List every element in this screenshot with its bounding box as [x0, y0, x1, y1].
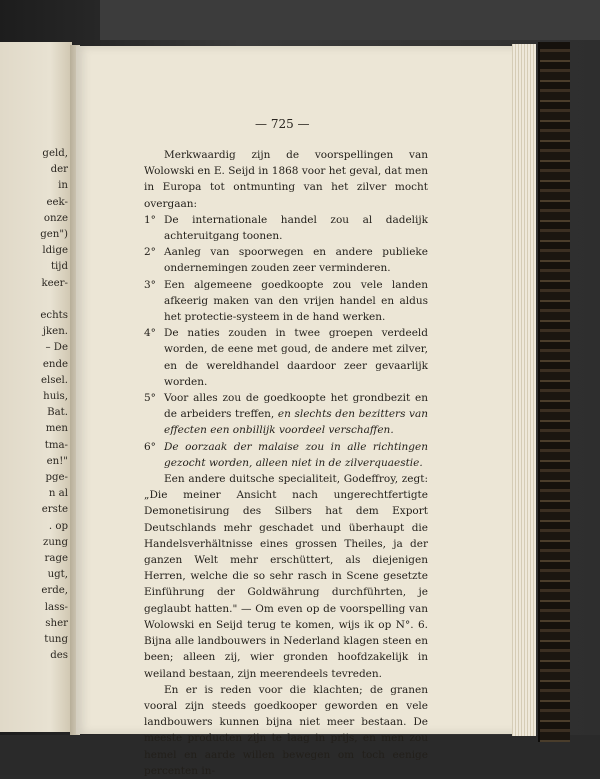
left-page-fragment: tung — [44, 634, 68, 646]
left-page-fragment: gen") — [40, 229, 68, 241]
left-page-fragment: erste — [41, 504, 68, 516]
left-page-fragment: huis, — [43, 391, 68, 403]
left-page-fragment: men — [45, 423, 68, 435]
left-page-fragment: in — [58, 180, 68, 192]
left-page-fragment: eek- — [46, 196, 68, 208]
left-page-fragment: rage — [44, 553, 68, 565]
list-item-text: De internationale handel zou al dadelijk achteruitgang toonen. — [164, 213, 428, 243]
list-item-number: 1° — [144, 213, 156, 226]
left-page-fragment: . op — [48, 520, 68, 532]
page-body-text — [144, 147, 428, 779]
list-item-text-roman: Voor alles zou de goedkoopte het grondbezit en de arbeiders treffen, — [164, 392, 428, 421]
left-page-fragment: pge- — [45, 472, 68, 484]
list-item-text: De naties zouden in twee groepen verdeeld worden, de eene met goud, de andere met zilver, en de wereldhandel daardoor zeer gevaarlijk worden. — [164, 327, 428, 388]
left-page-fragment: echts — [40, 310, 68, 322]
list-item — [144, 212, 428, 244]
page-edges — [512, 44, 536, 736]
left-page-fragment: tijd — [50, 261, 68, 273]
list-item-text: Een algemeene goedkoopte zou vele landen afkeerig maken van den vrijen handel en aldus het protectie-systeem in de hand werken. — [164, 278, 428, 324]
left-page-text-fragments — [40, 146, 68, 665]
list-item — [144, 439, 428, 471]
list-item-number: 4° — [144, 327, 156, 340]
left-page — [0, 42, 72, 732]
intro-paragraph: Merkwaardig zijn de voorspellingen van Wolowski en E. Seijd in 1868 voor het geval, dat men in Europa tot ontmunting van het zilver mocht overgaan: — [144, 149, 428, 210]
marbled-book-cover — [538, 42, 570, 742]
list-item-text-italic: De oorzaak der malaise zou in alle richtingen gezocht worden, alleen niet in de zilverquaestie. — [164, 440, 428, 469]
left-page-fragment: zung — [42, 536, 68, 548]
left-page-fragment: elsel. — [40, 374, 68, 386]
left-page-fragment: ende — [42, 358, 68, 370]
left-page-fragment: sher — [45, 617, 68, 629]
list-item — [144, 277, 428, 326]
list-item — [144, 244, 428, 276]
scanner-top-band — [100, 0, 600, 40]
left-page-fragment: jken. — [42, 326, 68, 338]
left-page-fragment: en!" — [46, 455, 68, 467]
closing-paragraph: En er is reden voor die klachten; de granen vooral zijn steeds goedkooper geworden en vele landbouwers kunnen bijna niet meer bestaan. De meeste producten zijn te laag in prijs, en men zou hemel en aarde willen bewegen om toch eenige percenten in- — [144, 683, 428, 777]
list-item — [144, 390, 428, 439]
left-page-fragment: keer- — [41, 277, 68, 289]
list-item — [144, 325, 428, 390]
left-page-fragment: onze — [43, 212, 68, 224]
list-item-number: 2° — [144, 246, 156, 259]
left-page-fragment: des — [50, 650, 68, 662]
list-item-number: 6° — [144, 440, 156, 453]
godeffroy-paragraph: Een andere duitsche specialiteit, Godeffroy, zegt: „Die meiner Ansicht nach ungerechtfertigte Demonetisirung des Silbers hat dem Export Deutschlands mehr geschadet und überhaupt die Handelsverhältnisse eines grossen Theiles, ja der ganzen Welt mehr erschüttert, als diejenigen Herren, welche die so sehr rasch in Scene gesetzte Einführung der Goldwährung durchführten, je geglaubt hatten." — Om even op de voorspelling van Wolowski en Seijd terug te komen, wijs ik op N°. 6. Bijna alle landbouwers in Nederland klagen steen en been; alleen zij, wier gronden hoofdzakelijk in weiland bestaan, zijn meerendeels tevreden. — [144, 473, 428, 680]
list-item-text: Aanleg van spoorwegen en andere publieke ondernemingen zouden zeer verminderen. — [164, 246, 428, 275]
left-page-fragment: erde, — [41, 585, 68, 597]
left-page-fragment: lass- — [44, 601, 68, 613]
left-page-fragment: – De — [45, 342, 68, 354]
list-item-text — [164, 390, 428, 439]
left-page-fragment: ldige — [42, 245, 68, 257]
left-page-fragment: ugt, — [47, 569, 68, 581]
left-page-fragment — [40, 292, 68, 308]
left-page-fragment: der — [50, 164, 68, 176]
left-page-fragment: tma- — [44, 439, 68, 451]
left-page-fragment: Bat. — [47, 407, 68, 419]
left-page-fragment: n al — [48, 488, 68, 500]
list-item-text-italic: en slechts den bezitters van effecten een onbillijk voordeel verschaffen. — [164, 408, 429, 437]
list-item-number: 5° — [144, 392, 156, 405]
page-number: — 725 — — [255, 117, 310, 131]
left-page-fragment: geld, — [42, 148, 68, 159]
list-item-number: 3° — [144, 278, 156, 291]
